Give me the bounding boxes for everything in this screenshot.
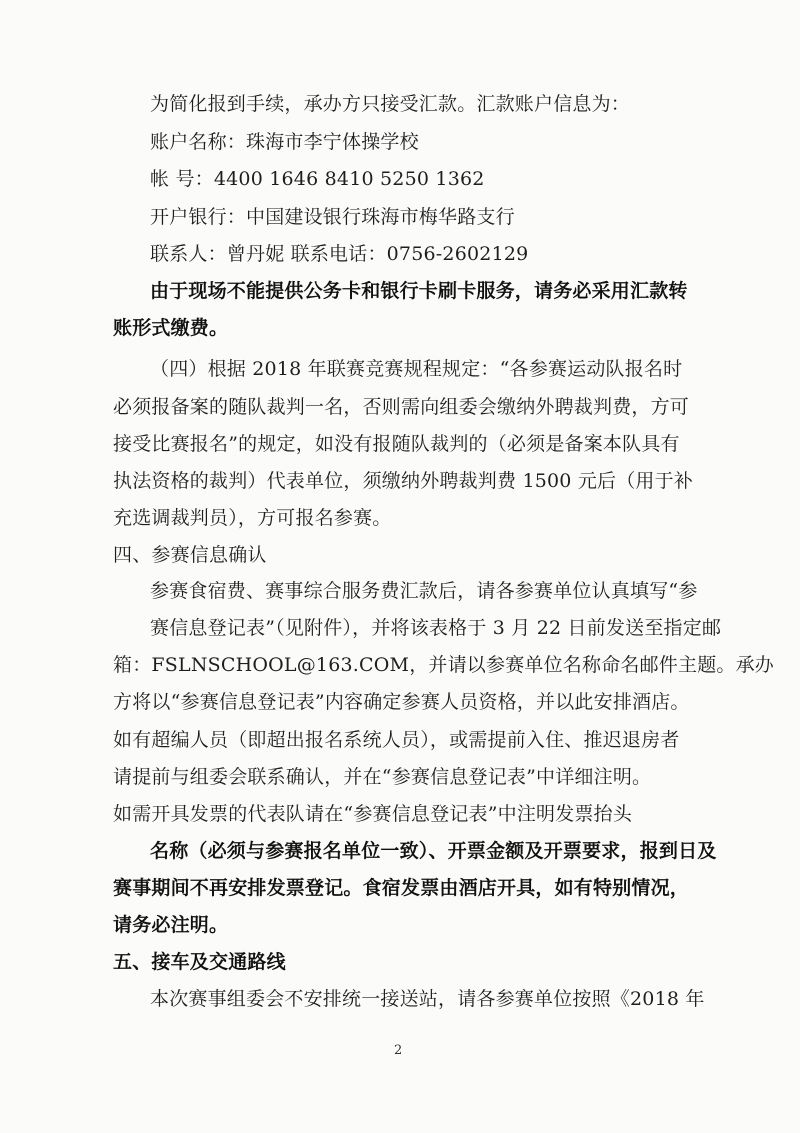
bold-payment-note-line1: 由于现场不能提供公务卡和银行卡刷卡服务，请务必采用汇款转 <box>150 280 688 302</box>
referee-rule-line2: 必须报备案的随队裁判一名，否则需向组委会缴纳外聘裁判费，方可 <box>113 396 690 418</box>
account-name: 账户名称：珠海市李宁体操学校 <box>150 131 419 153</box>
confirm-para-line6: 如需开具发票的代表队请在“参赛信息登记表”中注明发票抬头 <box>113 803 633 825</box>
referee-rule-line1: （四）根据 2018 年联赛竞赛规程规定：“各参赛运动队报名时 <box>150 358 683 380</box>
referee-rule-line4: 执法资格的裁判）代表单位，须缴纳外聘裁判费 1500 元后（用于补 <box>113 470 694 492</box>
bold-invoice-note-line3: 请务必注明。 <box>113 914 229 936</box>
opening-bank: 开户银行：中国建设银行珠海市梅华路支行 <box>150 206 515 228</box>
bold-invoice-note-line1: 名称（必须与参赛报名单位一致）、开票金额及开票要求，报到日及 <box>150 840 717 862</box>
remittance-intro: 为简化报到手续，承办方只接受汇款。汇款账户信息为： <box>150 93 631 115</box>
confirm-para-line4: 如有超编人员（即超出报名系统人员），或需提前入住、推迟退房者 <box>113 729 680 751</box>
section-four-heading: 参赛食宿费、赛事综合服务费汇款后，请各参赛单位认真填写“参 <box>150 580 698 602</box>
confirm-para-line2: 箱：FSLNSCHOOL@163.COM，并请以参赛单位名称命名邮件主题。承办 <box>113 654 775 676</box>
account-number: 帐 号：4400 1646 8410 5250 1362 <box>150 168 485 190</box>
page-number: 2 <box>394 1043 403 1058</box>
bold-payment-note-line2: 账形式缴费。 <box>113 317 229 339</box>
referee-rule-line3: 接受比赛报名”的规定，如没有报随队裁判的（必须是备案本队具有 <box>113 433 680 455</box>
referee-rule-line6: 四、参赛信息确认 <box>113 544 267 566</box>
contact-info: 联系人：曾丹妮 联系电话：0756-2602129 <box>150 243 529 265</box>
confirm-para-line5: 请提前与组委会联系确认，并在“参赛信息登记表”中详细注明。 <box>113 766 652 788</box>
bold-invoice-note-line4: 五、接车及交通路线 <box>113 951 286 973</box>
bold-invoice-note-line2: 赛事期间不再安排发票登记。食宿发票由酒店开具，如有特别情况， <box>113 877 690 899</box>
confirm-para-line1: 赛信息登记表”（见附件），并将该表格于 3 月 22 日前发送至指定邮 <box>150 617 722 639</box>
referee-rule-line5: 充选调裁判员），方可报名参赛。 <box>113 507 392 529</box>
confirm-para-line3: 方将以“参赛信息登记表”内容确定参赛人员资格，并以此安排酒店。 <box>113 691 690 713</box>
section-five-heading: 本次赛事组委会不安排统一接送站，请各参赛单位按照《2018 年 <box>150 988 705 1010</box>
